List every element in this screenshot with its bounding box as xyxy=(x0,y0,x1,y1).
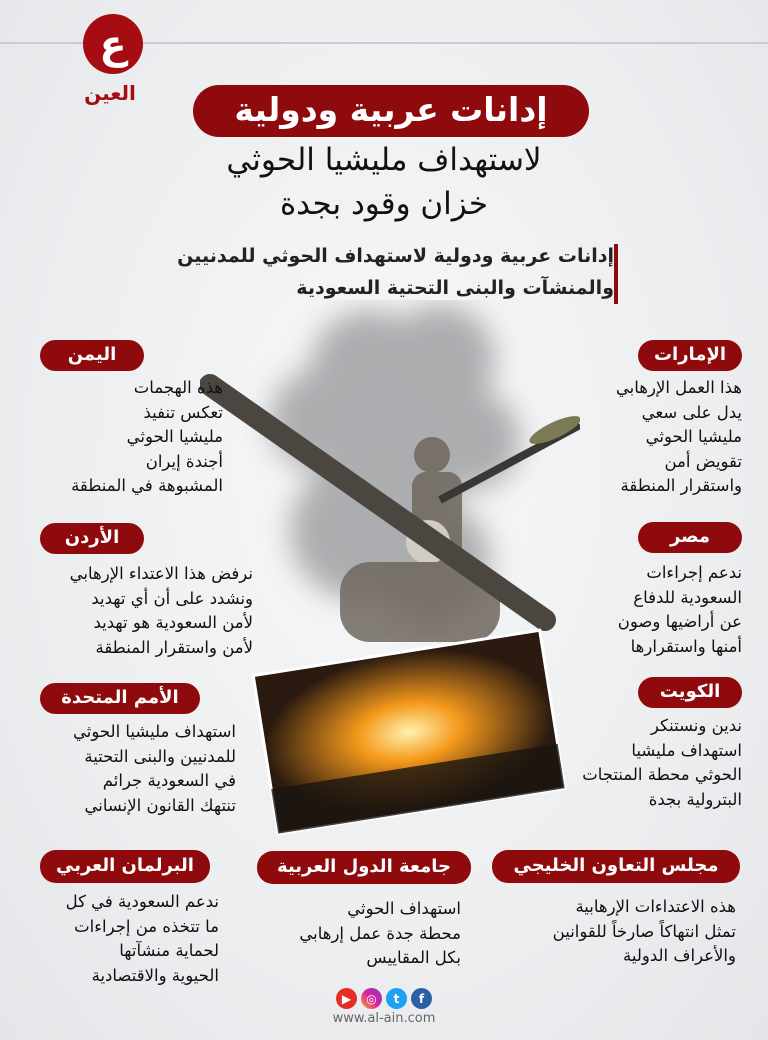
text-line: واستقرار المنطقة xyxy=(620,476,742,495)
label-un: الأمم المتحدة xyxy=(40,683,200,714)
text-line: هذه الاعتداءات الإرهابية xyxy=(575,897,736,916)
text-line: هذه الهجمات xyxy=(133,378,223,397)
text-line: تنتهك القانون الإنساني xyxy=(84,795,236,815)
text-line: تمثل انتهاكاً صارخاً للقوانين xyxy=(552,921,736,941)
text-line: أجندة إيران xyxy=(145,451,223,471)
youtube-icon[interactable]: ▶ xyxy=(336,988,357,1009)
facebook-icon[interactable]: f xyxy=(411,988,432,1009)
main-title: إدانات عربية ودولية xyxy=(193,85,589,137)
text-line: المشبوهة في المنطقة xyxy=(71,476,223,495)
label-jordan: الأردن xyxy=(40,523,144,554)
label-gcc: مجلس التعاون الخليجي xyxy=(492,850,740,883)
text-line: مليشيا الحوثي xyxy=(126,427,223,446)
statement-yemen xyxy=(71,376,223,499)
lead-line-2: والمنشآت والبنى التحتية السعودية xyxy=(296,277,614,299)
text-line: بكل المقاييس xyxy=(366,948,461,967)
label-uae: الإمارات xyxy=(638,340,742,371)
central-illustration xyxy=(200,300,580,840)
text-line: للمدنيين والبنى التحتية xyxy=(84,746,236,766)
lead-line-1: إدانات عربية ودولية لاستهداف الحوثي للمدنيين xyxy=(177,245,614,267)
subtitle-line-2: خزان وقود بجدة xyxy=(279,186,489,222)
twitter-icon[interactable]: t xyxy=(386,988,407,1009)
label-egypt: مصر xyxy=(638,522,742,553)
text-line: السعودية للدفاع xyxy=(633,587,742,607)
text-line: في السعودية جرائم xyxy=(102,771,236,790)
subtitle-line-1: لاستهداف مليشيا الحوثي xyxy=(226,142,542,178)
text-line: ندين ونستنكر xyxy=(650,716,742,735)
text-line: محطة جدة عمل إرهابي xyxy=(299,923,461,943)
text-line: الحيوية والاقتصادية xyxy=(91,965,219,985)
text-line: ندعم السعودية في كل xyxy=(65,892,219,911)
svg-text:ع: ع xyxy=(99,22,127,68)
text-line: استهداف الحوثي xyxy=(347,899,461,918)
text-line: الحوثي محطة المنتجات xyxy=(582,765,742,784)
text-line: تقويض أمن xyxy=(664,451,742,471)
statement-uae xyxy=(616,376,742,499)
statement-un xyxy=(73,720,236,818)
text-line: هذا العمل الإرهابي xyxy=(615,378,742,397)
text-line: تعكس تنفيذ xyxy=(143,402,223,422)
statement-arab-parliament xyxy=(66,890,219,988)
label-kuwait: الكويت xyxy=(638,677,742,708)
label-arab-league: جامعة الدول العربية xyxy=(257,851,471,884)
text-line: نرفض هذا الاعتداء الإرهابي xyxy=(69,564,253,583)
text-line: لحماية منشآتها xyxy=(119,941,219,960)
website-url[interactable]: www.al-ain.com xyxy=(332,1011,436,1026)
lead-accent-bar xyxy=(614,244,618,304)
text-line: ندعم إجراءات xyxy=(646,563,742,582)
text-line: والأعراف الدولية xyxy=(623,946,736,965)
social-links xyxy=(336,988,432,1009)
statement-egypt xyxy=(618,561,742,659)
al-ain-logo xyxy=(78,10,148,110)
statement-gcc xyxy=(553,895,736,969)
text-line: ما تتخذه من إجراءات xyxy=(74,916,219,936)
label-yemen: اليمن xyxy=(40,340,144,371)
svg-text:العين: العين xyxy=(84,81,136,105)
text-line: يدل على سعي xyxy=(641,402,742,422)
text-line: البترولية بجدة xyxy=(648,789,742,809)
label-arab-parliament: البرلمان العربي xyxy=(40,850,210,883)
text-line: مليشيا الحوثي xyxy=(645,427,742,446)
instagram-icon[interactable]: ◎ xyxy=(361,988,382,1009)
statement-kuwait xyxy=(582,714,742,812)
text-line: لأمن السعودية هو تهديد xyxy=(93,613,253,632)
explosion-photo xyxy=(253,630,564,833)
lead-text xyxy=(114,240,614,304)
statement-jordan xyxy=(70,562,253,660)
text-line: عن أراضيها وصون xyxy=(617,612,742,631)
text-line: استهداف مليشيا xyxy=(631,740,742,760)
text-line: لأمن واستقرار المنطقة xyxy=(95,637,253,657)
statement-arab-league xyxy=(299,897,461,971)
text-line: أمنها واستقرارها xyxy=(630,636,742,656)
text-line: استهداف مليشيا الحوثي xyxy=(73,722,236,741)
text-line: ونشدد على أن أي تهديد xyxy=(91,588,253,608)
